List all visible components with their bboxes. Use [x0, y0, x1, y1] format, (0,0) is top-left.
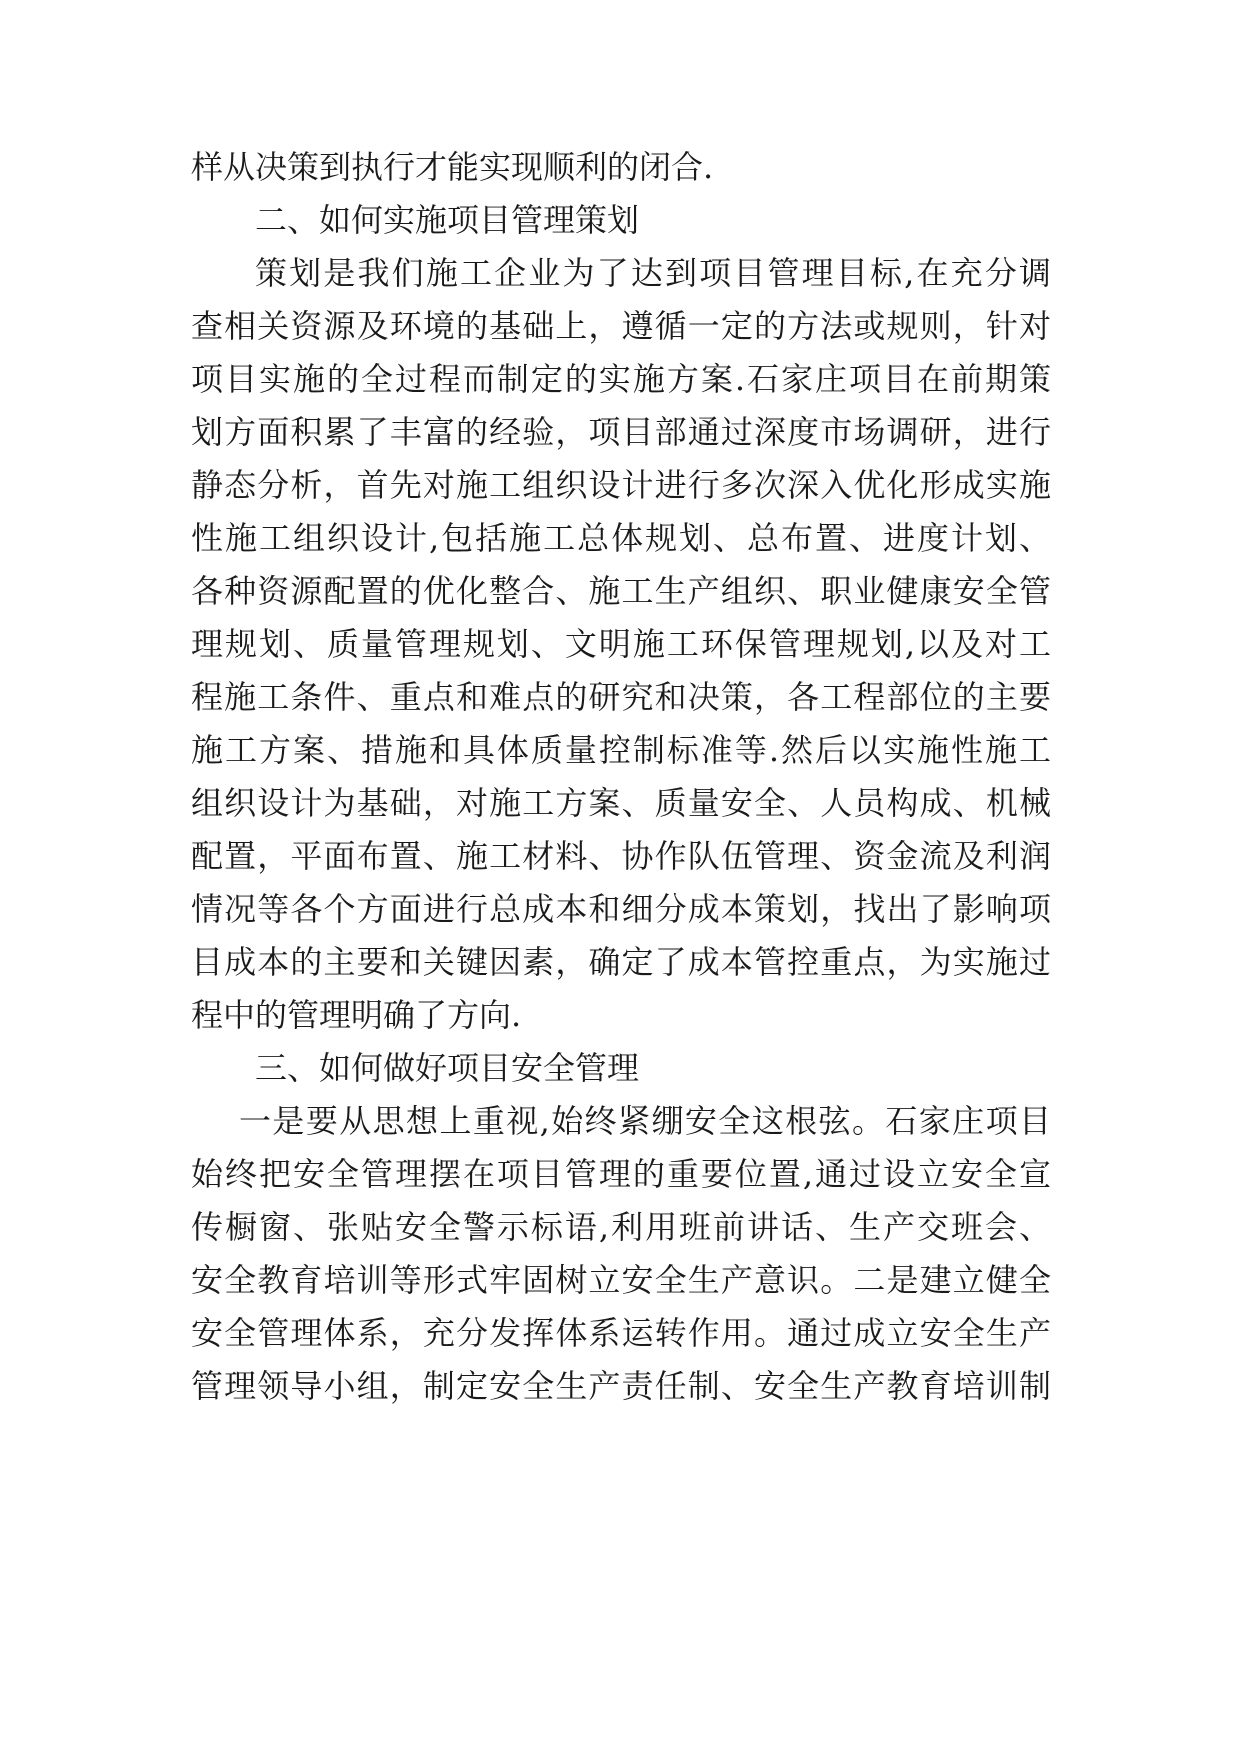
paragraph-line: 项目实施的全过程而制定的实施方案.石家庄项目在前期策: [191, 360, 1051, 398]
paragraph-line: 配置，平面布置、施工材料、协作队伍管理、资金流及利润: [191, 837, 1051, 875]
paragraph-line: 样从决策到执行才能实现顺利的闭合.: [191, 148, 714, 186]
paragraph-line: 管理领导小组，制定安全生产责任制、安全生产教育培训制: [191, 1367, 1051, 1405]
paragraph-line: 始终把安全管理摆在项目管理的重要位置,通过设立安全宣: [191, 1155, 1051, 1193]
paragraph-line: 策划是我们施工企业为了达到项目管理目标,在充分调: [255, 254, 1051, 292]
section-heading-3: 三、如何做好项目安全管理: [255, 1049, 640, 1087]
paragraph-line: 理规划、质量管理规划、文明施工环保管理规划,以及对工: [191, 625, 1051, 663]
paragraph-line: 目成本的主要和关键因素，确定了成本管控重点，为实施过: [191, 943, 1051, 981]
paragraph-line: 传橱窗、张贴安全警示标语,利用班前讲话、生产交班会、: [191, 1208, 1051, 1246]
paragraph-line: 施工方案、措施和具体质量控制标准等.然后以实施性施工: [191, 731, 1051, 769]
paragraph-line: 安全管理体系，充分发挥体系运转作用。通过成立安全生产: [191, 1314, 1051, 1352]
paragraph-line: 各种资源配置的优化整合、施工生产组织、职业健康安全管: [191, 572, 1051, 610]
paragraph-line: 查相关资源及环境的基础上，遵循一定的方法或规则，针对: [191, 307, 1051, 345]
paragraph-line: 性施工组织设计,包括施工总体规划、总布置、进度计划、: [191, 519, 1051, 557]
section-heading-2: 二、如何实施项目管理策划: [255, 201, 640, 239]
paragraph-line: 组织设计为基础，对施工方案、质量安全、人员构成、机械: [191, 784, 1051, 822]
paragraph-line: 划方面积累了丰富的经验，项目部通过深度市场调研，进行: [191, 413, 1051, 451]
paragraph-line: 安全教育培训等形式牢固树立安全生产意识。二是建立健全: [191, 1261, 1051, 1299]
paragraph-line: 情况等各个方面进行总成本和细分成本策划，找出了影响项: [191, 890, 1051, 928]
paragraph-line: 静态分析，首先对施工组织设计进行多次深入优化形成实施: [191, 466, 1051, 504]
paragraph-line: 程中的管理明确了方向.: [191, 996, 522, 1034]
paragraph-line: 一是要从思想上重视,始终紧绷安全这根弦。石家庄项目: [239, 1102, 1051, 1140]
paragraph-line: 程施工条件、重点和难点的研究和决策，各工程部位的主要: [191, 678, 1051, 716]
